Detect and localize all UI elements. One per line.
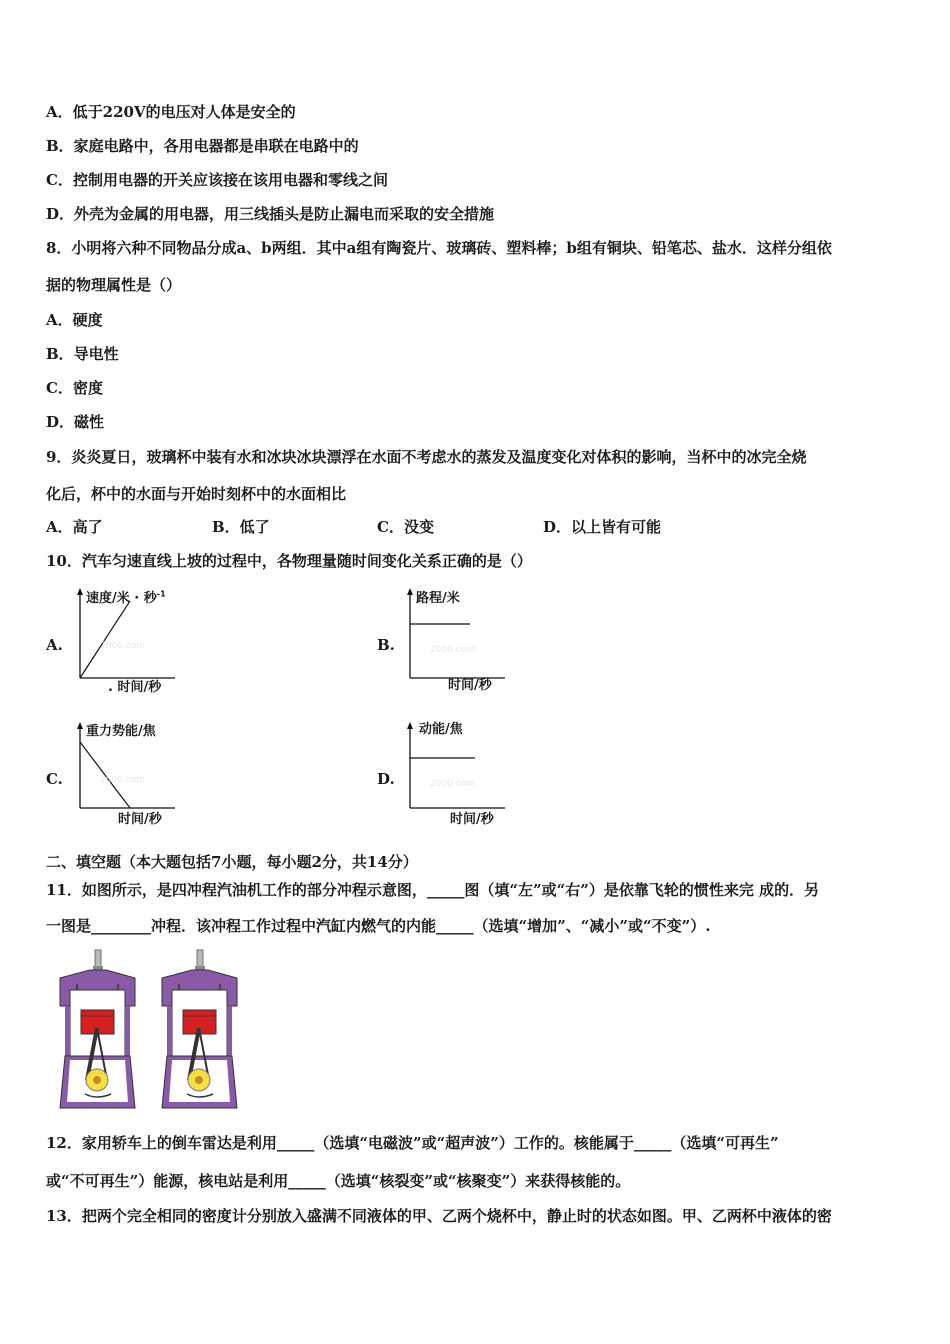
graph-c-label: C. <box>46 770 63 788</box>
graph-b-watermark: 2000.com <box>430 645 475 655</box>
graph-c-xlabel: 时间/秒 <box>118 812 162 827</box>
q9-stem-line1: 9．炎炎夏日，玻璃杯中装有水和冰块冰块漂浮在水面不考虑水的蒸发及温度变化对体积的影响，当杯中的冰完全烧 <box>46 448 807 466</box>
graph-b-ylabel: 路程/米 <box>416 591 460 606</box>
q8-option-b: B．导电性 <box>46 345 119 363</box>
q9-stem-line2: 化后，杯中的水面与开始时刻杯中的水面相比 <box>46 485 347 503</box>
q7-option-b: B．家庭电路中，各用电器都是串联在电路中的 <box>46 137 359 155</box>
graph-a-xlabel: . 时间/秒 <box>108 680 162 695</box>
graph-b-label: B. <box>377 636 395 654</box>
q12-line2: 或“不可再生”）能源，核电站是利用_____（选填“核裂变”或“核聚变”）来获得核能的。 <box>46 1172 631 1190</box>
q9-option-b: B．低了 <box>212 518 270 536</box>
q12-line1: 12．家用轿车上的倒车雷达是利用_____（选填“电磁波”或“超声波”）工作的。核能属于_____（选填“可再生” <box>46 1134 779 1152</box>
graph-d-ylabel: 动能/焦 <box>419 722 463 737</box>
graph-a-curve <box>80 601 130 678</box>
q9-option-c: C．没变 <box>377 518 434 536</box>
graph-d-label: D. <box>377 770 395 788</box>
graph-a-label: A. <box>46 636 63 654</box>
q8-option-c: C．密度 <box>46 379 103 397</box>
graph-a-watermark: 2000.com <box>100 641 145 651</box>
q8-stem-line1: 8．小明将六种不同物品分成a、b两组．其中a组有陶瓷片、玻璃砖、塑料棒；b组有铜块、铅笔芯、盐水．这样分组依 <box>46 239 832 257</box>
graph-c-watermark: 2000.com <box>100 775 145 785</box>
graph-d-watermark: 2000.com <box>430 779 475 789</box>
q8-stem-line2: 据的物理属性是（） <box>46 276 182 294</box>
graph-d-xlabel: 时间/秒 <box>450 812 494 827</box>
q11-line1: 11．如图所示，是四冲程汽油机工作的部分冲程示意图，_____图（填“左”或“右”）是依靠飞轮的惯性来完 成的．另 <box>46 881 820 899</box>
section-2-title: 二、填空题（本大题包括7小题，每小题2分，共14分） <box>46 853 418 871</box>
q8-option-a: A．硬度 <box>46 311 103 329</box>
q10-stem: 10．汽车匀速直线上坡的过程中，各物理量随时间变化关系正确的是（） <box>46 552 532 570</box>
q7-option-c: C．控制用电器的开关应该接在该用电器和零线之间 <box>46 171 388 189</box>
q8-option-d: D．磁性 <box>46 413 105 431</box>
q13-line1: 13．把两个完全相同的密度计分别放入盛满不同液体的甲、乙两个烧杯中，静止时的状态如图。甲、乙两杯中液体的密 <box>46 1207 832 1225</box>
graph-c-ylabel: 重力势能/焦 <box>86 724 156 739</box>
q7-option-a: A．低于220V的电压对人体是安全的 <box>46 103 296 121</box>
q9-option-d: D．以上皆有可能 <box>543 518 662 536</box>
graph-b-xlabel: 时间/秒 <box>448 678 492 693</box>
engine-stroke-diagram <box>55 948 255 1116</box>
graph-a-ylabel: 速度/米 · 秒$^{-1}$ <box>86 589 166 606</box>
q7-option-d: D．外壳为金属的用电器，用三线插头是防止漏电而采取的安全措施 <box>46 205 495 223</box>
q9-option-a: A．高了 <box>46 518 103 536</box>
q11-line2: 一图是________冲程．该冲程工作过程中汽缸内燃气的内能_____（选填“增加”、“减小”或“不变”）. <box>46 917 711 935</box>
